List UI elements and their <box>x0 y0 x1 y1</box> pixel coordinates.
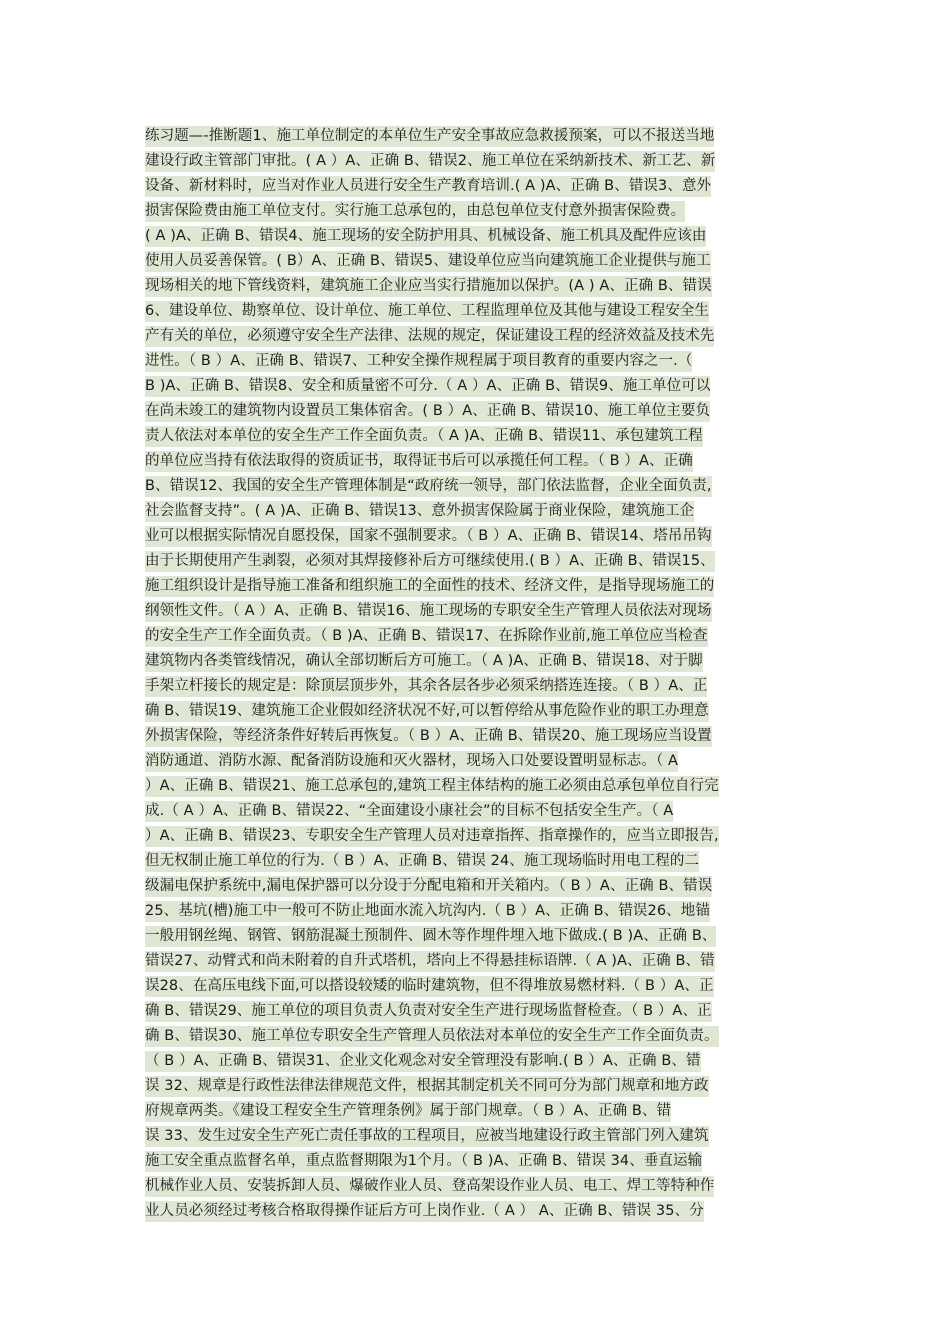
text-line-content: 但无权制止施工单位的行为.（ B ）A、正确 B、错误 24、施工现场临时用电工程的二 <box>145 851 699 872</box>
text-line-content: 外损害保险，等经济条件好转后再恢复。（ B ）A、正确 B、错误20、施工现场应当设置 <box>145 726 712 747</box>
text-line-content: 损害保险费由施工单位支付。实行施工总承包的，由总包单位支付意外损害保险费。 <box>145 201 685 222</box>
text-line <box>145 499 805 524</box>
text-line-content: 成.（ A ）A、正确 B、错误22、“全面建设小康社会”的目标不包括安全生产。（ A <box>145 801 673 822</box>
text-line <box>145 449 805 474</box>
text-line <box>145 524 805 549</box>
text-line-content: 业人员必须经过考核合格取得操作证后方可上岗作业.（ A ） A、正确 B、错误 35、分 <box>145 1201 704 1222</box>
text-line <box>145 199 805 224</box>
text-line <box>145 274 805 299</box>
text-line <box>145 724 805 749</box>
text-line-content: 施工安全重点监督名单，重点监督期限为1个月。（ B )A、正确 B、错误 34、垂直运输 <box>145 1151 702 1172</box>
text-line-content: 消防通道、消防水源、配备消防设施和灭火器材，现场入口处要设置明显标志。（ A <box>145 751 678 772</box>
text-line-content: 建设行政主管部门审批。( A ）A、正确 B、错误2、施工单位在采纳新技术、新工艺、新 <box>145 151 715 172</box>
text-line-content: 府规章两类。《建设工程安全生产管理条例》属于部门规章。（ B ）A、正确 B、错 <box>145 1101 671 1122</box>
text-line-content: 的安全生产工作全面负责。（ B )A、正确 B、错误17、在拆除作业前,施工单位应当检查 <box>145 626 708 647</box>
text-line <box>145 1099 805 1124</box>
exercise-text <box>145 124 805 1224</box>
text-line-content: 确 B、错误29、施工单位的项目负责人负责对安全生产进行现场监督检查。（ B ）A、正 <box>145 1001 712 1022</box>
text-line <box>145 1074 805 1099</box>
text-line-content: 施工组织设计是指导施工准备和组织施工的全面性的技术、经济文件，是指导现场施工的 <box>145 576 714 597</box>
text-line <box>145 224 805 249</box>
text-line <box>145 624 805 649</box>
text-line-content: ）A、正确 B、错误21、施工总承包的,建筑工程主体结构的施工必须由总承包单位自行完 <box>145 776 719 797</box>
text-line <box>145 999 805 1024</box>
text-line <box>145 1049 805 1074</box>
text-line-content: 确 B、错误19、建筑施工企业假如经济状况不好,可以暂停给从事危险作业的职工办理意 <box>145 701 709 722</box>
text-line-content: 机械作业人员、安装拆卸人员、爆破作业人员、登高架设作业人员、电工、焊工等特种作 <box>145 1176 714 1197</box>
text-line-content: 产有关的单位，必须遵守安全生产法律、法规的规定，保证建设工程的经济效益及技术先 <box>145 326 714 347</box>
text-line <box>145 1174 805 1199</box>
text-line <box>145 799 805 824</box>
text-line <box>145 549 805 574</box>
text-line <box>145 824 805 849</box>
text-line-content: 练习题—-推断题1、施工单位制定的本单位生产安全事故应急救援预案，可以不报送当地 <box>145 126 714 147</box>
text-line <box>145 599 805 624</box>
text-line-content: 使用人员妥善保管。( B）A、正确 B、错误5、建设单位应当向建筑施工企业提供与施工 <box>145 251 711 272</box>
text-line-content: ( A )A、正确 B、错误4、施工现场的安全防护用具、机械设备、施工机具及配件应该由 <box>145 226 706 247</box>
text-line <box>145 349 805 374</box>
text-line <box>145 949 805 974</box>
text-line-content: B、错误12、我国的安全生产管理体制是“政府统一领导，部门依法监督，企业全面负责, <box>145 476 712 497</box>
text-line-content: B )A、正确 B、错误8、安全和质量密不可分.（ A ）A、正确 B、错误9、施工单位可以 <box>145 376 710 397</box>
text-line-content: 在尚未竣工的建筑物内设置员工集体宿舍。( B ）A、正确 B、错误10、施工单位主要负 <box>145 401 710 422</box>
text-line <box>145 1149 805 1174</box>
text-line <box>145 1199 805 1224</box>
text-line <box>145 699 805 724</box>
text-line <box>145 1024 805 1049</box>
text-line-content: 误 33、发生过安全生产死亡责任事故的工程项目，应被当地建设行政主管部门列入建筑 <box>145 1126 709 1147</box>
text-line-content: 手架立杆接长的规定是：除顶层顶步外，其余各层各步必须采纳搭连连接。（ B ）A、正 <box>145 676 707 697</box>
text-line-content: 确 B、错误30、施工单位专职安全生产管理人员依法对本单位的安全生产工作全面负责。 <box>145 1026 719 1047</box>
text-line-content: 由于长期使用产生剥裂，必须对其焊接修补后方可继续使用.( B ）A、正确 B、错误15、 <box>145 551 715 572</box>
text-line-content: 误28、在高压电线下面,可以搭设较矮的临时建筑物，但不得堆放易燃材料.（ B ）A、正 <box>145 976 714 997</box>
text-line <box>145 749 805 774</box>
text-line-content: 错误27、动臂式和尚未附着的自升式塔机，塔向上不得悬挂标语牌.（ A )A、正确 B、错 <box>145 951 715 972</box>
text-line <box>145 674 805 699</box>
text-line <box>145 474 805 499</box>
text-line-content: 25、基坑(槽)施工中一般可不防止地面水流入坑沟内.（ B ）A、正确 B、错误26、地锚 <box>145 901 710 922</box>
text-line <box>145 399 805 424</box>
text-line <box>145 324 805 349</box>
text-line <box>145 974 805 999</box>
text-line-content: 6、建设单位、勘察单位、设计单位、施工单位、工程监理单位及其他与建设工程安全生 <box>145 301 709 322</box>
text-line-content: 现场相关的地下管线资料，建筑施工企业应当实行措施加以保护。(A ) A、正确 B、错误 <box>145 276 712 297</box>
text-line-content: ）A、正确 B、错误23、专职安全生产管理人员对违章指挥、指章操作的，应当立即报告, <box>145 826 719 847</box>
text-line-content: 社会监督支持”。( A )A、正确 B、错误13、意外损害保险属于商业保险，建筑施工企 <box>145 501 694 522</box>
text-line <box>145 1124 805 1149</box>
text-line-content: 设备、新材料时，应当对作业人员进行安全生产教育培训.( A )A、正确 B、错误3、意外 <box>145 176 711 197</box>
text-line <box>145 874 805 899</box>
text-line-content: 进性。（ B ）A、正确 B、错误7、工种安全操作规程属于项目教育的重要内容之一.（ <box>145 351 692 372</box>
text-line <box>145 849 805 874</box>
text-line-content: （ B ）A、正确 B、错误31、企业文化观念对安全管理没有影响.( B ）A、正确 B、错 <box>145 1051 701 1072</box>
text-line <box>145 374 805 399</box>
text-line-content: 一般用钢丝绳、钢管、钢筋混凝土预制件、圆木等作埋件埋入地下做成.( B )A、正确 B、 <box>145 926 716 947</box>
text-line <box>145 174 805 199</box>
text-line-content: 的单位应当持有依法取得的资质证书，取得证书后可以承揽任何工程。（ B ）A、正确 <box>145 451 693 472</box>
text-line <box>145 774 805 799</box>
text-line-content: 误 32、规章是行政性法律法律规范文件，根据其制定机关不同可分为部门规章和地方政 <box>145 1076 709 1097</box>
text-line <box>145 649 805 674</box>
text-line <box>145 249 805 274</box>
text-line <box>145 424 805 449</box>
text-line <box>145 574 805 599</box>
text-line <box>145 299 805 324</box>
text-line-content: 纲领性文件。（ A ）A、正确 B、错误16、施工现场的专职安全生产管理人员依法对现场 <box>145 601 712 622</box>
text-line-content: 级漏电保护系统中,漏电保护器可以分设于分配电箱和开关箱内。（ B ）A、正确 B、错误 <box>145 876 712 897</box>
text-line <box>145 899 805 924</box>
text-line <box>145 124 805 149</box>
text-line-content: 责人依法对本单位的安全生产工作全面负责。（ A )A、正确 B、错误11、承包建筑工程 <box>145 426 703 447</box>
text-line <box>145 924 805 949</box>
text-line-content: 建筑物内各类管线情况，确认全部切断后方可施工。（ A )A、正确 B、错误18、对于脚 <box>145 651 703 672</box>
text-line-content: 业可以根据实际情况自愿投保，国家不强制要求。（ B ）A、正确 B、错误14、塔吊吊钩 <box>145 526 712 547</box>
text-line <box>145 149 805 174</box>
